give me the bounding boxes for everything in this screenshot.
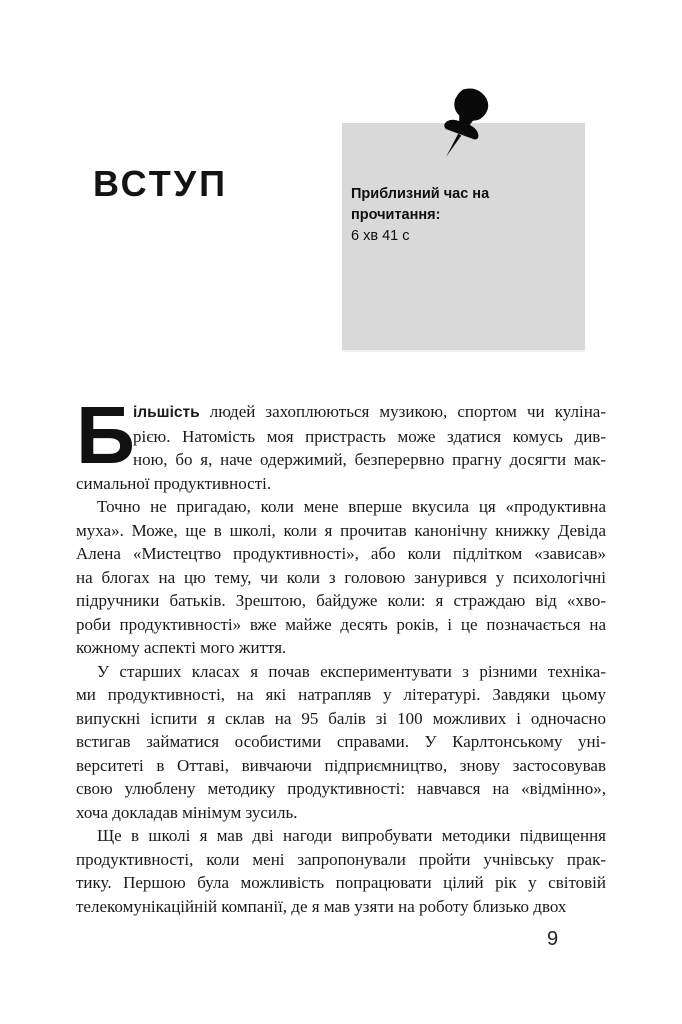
chapter-title: ВСТУП [93,163,228,204]
text-line: телекомунікаційній компанії, де я мав узяти на роботу близько двох [76,896,567,916]
text-line: ми продуктивності, на які натрапляв у літературі. Завдяки цьому [76,685,606,704]
text-line: Алена «Мистецтво продуктивності», або коли підлітком «зависав» [76,544,606,563]
paragraph [76,824,606,918]
dropcap-letter: Б [76,390,133,481]
text-line: Точно не пригадаю, коли мене вперше вкусила ця «продуктивна [97,497,606,516]
text-line: кожному аспекті мого життя. [76,638,287,657]
text-line: ільшість людей захоплюються музикою, спортом чи куліна- [133,402,606,421]
paragraph [76,495,606,660]
text-line: свою улюблену методику продуктивності: навчався на «відмінно», [76,779,606,798]
text-line: встигав займатися особистими справами. У Карлтонському уні- [76,732,606,751]
text-line: симальної продуктивності. [76,473,272,493]
text-line: верситеті в Оттаві, вивчаючи підприємництво, знову застосовував [76,755,606,775]
text-line: рією. Натомість моя пристрасть може здатися комусь див- [133,426,606,446]
lead-bold-word: ільшість [133,404,200,421]
text-line: продуктивності, коли мені запропонували пройти учнівську прак- [76,849,606,869]
reading-time-label: Приблизний час на прочитання: [351,186,490,223]
text-line: на блогах на цю тему, чи коли з головою занурився у психологічні [76,567,606,587]
text-line: випускні іспити я склав на 95 балів зі 100 можливих і одночасно [76,708,606,728]
page-number: 9 [547,928,559,950]
text-line: муха». Може, ще в школі, коли я прочитав канонічну книжку Девіда [76,520,606,540]
text-line: підручники батьків. Зрештою, байдуже коли: я страждаю від «хво- [76,591,606,610]
text-line: Ще в школі я мав дві нагоди випробувати методики підвищення [97,826,606,845]
paragraph [76,660,606,825]
reading-time-value: 6 хв 41 с [351,228,410,244]
text-line: тику. Першою була можливість попрацювати цілий рік у світовій [76,873,606,892]
body-text [76,390,606,918]
text-line: ною, бо я, наче одержимий, безперервно прагну досягти мак- [133,450,606,469]
pushpin-icon [424,86,498,164]
paragraph [76,390,606,495]
text-line: У старших класах я почав експериментувати з різними техніка- [97,661,606,681]
text-line: роби продуктивності» вже майже десять років, і це позначається на [76,614,606,634]
text-line: хоча докладав мінімум зусиль. [76,802,298,822]
